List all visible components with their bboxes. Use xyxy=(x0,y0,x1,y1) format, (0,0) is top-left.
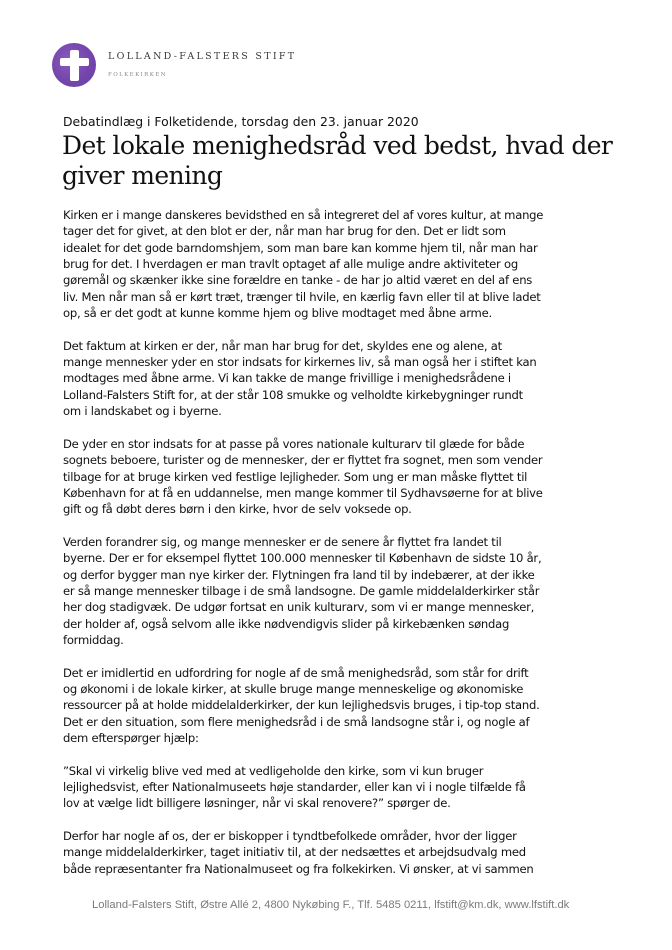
article-body xyxy=(63,207,623,893)
text-line: gøremål og skænker ikke sine forældre en tanke - de har jo altid været en del af ens xyxy=(63,273,533,288)
paragraph-3 xyxy=(63,436,623,518)
title-line: Det lokale menighedsråd ved bedst, hvad der xyxy=(62,131,613,160)
text-line: sognets beboere, turister og de mennesker, der er flyttet fra sognet, men som vender xyxy=(63,453,543,468)
logo-title: LOLLAND-FALSTERS STIFT xyxy=(108,51,297,62)
paragraph-7 xyxy=(63,828,623,877)
text-line: byerne. Der er for eksempel flyttet 100.000 mennesker til København de sidste 10 år, xyxy=(63,551,542,566)
paragraph-1 xyxy=(63,207,623,321)
text-line: Det er imidlertid en udfordring for nogle af de små menighedsråd, som står for drift xyxy=(63,665,529,680)
cross-in-circle-icon xyxy=(52,43,96,87)
text-line: liv. Men når man så er kørt træt, trænger til hvile, en kærlig favn eller til at blive ladet xyxy=(63,289,541,304)
text-line: her dog stadigvæk. De udgør fortsat en unik kulturarv, som vi er mange mennesker, xyxy=(63,600,535,615)
paragraph-2 xyxy=(63,338,623,420)
article-kicker: Debatindlæg i Folketidende, torsdag den 23. januar 2020 xyxy=(63,114,419,129)
text-line: lejlighedsvist, efter Nationalmuseets høje standarder, eller kan vi i nogle tilfælde få xyxy=(63,780,526,795)
logo-subtitle: FOLKEKIRKEN xyxy=(108,72,167,78)
logo-text xyxy=(108,51,296,79)
article-title xyxy=(62,131,612,191)
paragraph-4 xyxy=(63,534,623,648)
cross-horizontal-bar xyxy=(60,58,89,66)
text-line: Det er den situation, som flere menighedsråd i de små landsogne står i, og nogle af xyxy=(63,714,530,729)
text-line: ressourcer på at holde middelalderkirker, der kun lejlighedsvis bruges, i tip-top stand. xyxy=(63,698,540,713)
text-line: mange middelalderkirker, taget initiativ til, at der nedsættes et arbejdsudvalg med xyxy=(63,845,526,860)
text-line: op, så er det godt at kunne komme hjem og blive modtaget med åbne arme. xyxy=(63,306,492,321)
paragraph-quote xyxy=(63,763,623,812)
text-line: tilbage for at bruge kirken ved festlige lejligheder. Som ung er man måske flyttet til xyxy=(63,469,528,484)
text-line: mange mennesker yder en stor indsats for kirkernes liv, så man også her i stiftet kan xyxy=(63,355,537,370)
text-line: Derfor har nogle af os, der er biskopper i tyndtbefolkede områder, hvor der ligger xyxy=(63,829,517,844)
text-line: idealet for det gode barndomshjem, som man bare kan komme hjem til, når man har xyxy=(63,240,538,255)
diocese-logo xyxy=(52,42,296,88)
text-line: om i landskabet og i byerne. xyxy=(63,404,222,419)
paragraph-5 xyxy=(63,665,623,747)
text-line: modtages med åbne arme. Vi kan takke de mange frivillige i menighedsrådene i xyxy=(63,371,511,386)
text-line: både repræsentanter fra Nationalmuseet og fra folkekirken. Vi ønsker, at vi sammen xyxy=(63,861,534,876)
text-line: Det faktum at kirken er der, når man har brug for det, skyldes ene og alene, at xyxy=(63,338,502,353)
text-line: ”Skal vi virkelig blive ved med at vedligeholde den kirke, som vi kun bruger xyxy=(63,763,484,778)
text-line: der holder af, også selvom alle ikke nødvendigvis slider på kirkebænken søndag xyxy=(63,616,510,631)
text-line: er så mange mennesker tilbage i de små landsogne. De gamle middelalderkirker står xyxy=(63,583,540,598)
text-line: København for at få en uddannelse, men mange kommer til Sydhavsøerne for at blive xyxy=(63,485,543,500)
text-line: og økonomi i de lokale kirker, at skulle bruge mange menneskelige og økonomiske xyxy=(63,681,524,696)
text-line: formiddag. xyxy=(63,632,124,647)
text-line: Verden forandrer sig, og mange mennesker er de senere år flyttet fra landet til xyxy=(63,534,502,549)
text-line: brug for det. I hverdagen er man travlt optaget af alle mulige andre aktiviteter og xyxy=(63,257,518,272)
text-line: Kirken er i mange danskeres bevidsthed en så integreret del af vores kultur, at mange xyxy=(63,208,544,222)
text-line: De yder en stor indsats for at passe på vores nationale kulturarv til glæde for både xyxy=(63,436,525,451)
text-line: dem efterspørger hjælp: xyxy=(63,731,199,745)
text-line: Lolland-Falsters Stift for, at der står 108 smukke og velholdte kirkebygninger rundt xyxy=(63,387,523,402)
text-line: gift og få døbt deres børn i den kirke, hvor de selv voksede op. xyxy=(63,502,412,517)
page-footer: Lolland-Falsters Stift, Østre Allé 2, 4800 Nykøbing F., Tlf. 5485 0211, lfstift@km.dk, www.lfstift.dk xyxy=(92,899,570,911)
text-line: lov at vælge lidt billigere løsninger, når vi skal renovere?” spørger de. xyxy=(63,796,451,811)
title-line: giver mening xyxy=(62,161,223,190)
text-line: tager det for givet, at den blot er der, når man har brug for den. Det er lidt som xyxy=(63,224,506,239)
text-line: og derfor bygger man nye kirker der. Flytningen fra land til by indebærer, at der ikke xyxy=(63,567,535,582)
